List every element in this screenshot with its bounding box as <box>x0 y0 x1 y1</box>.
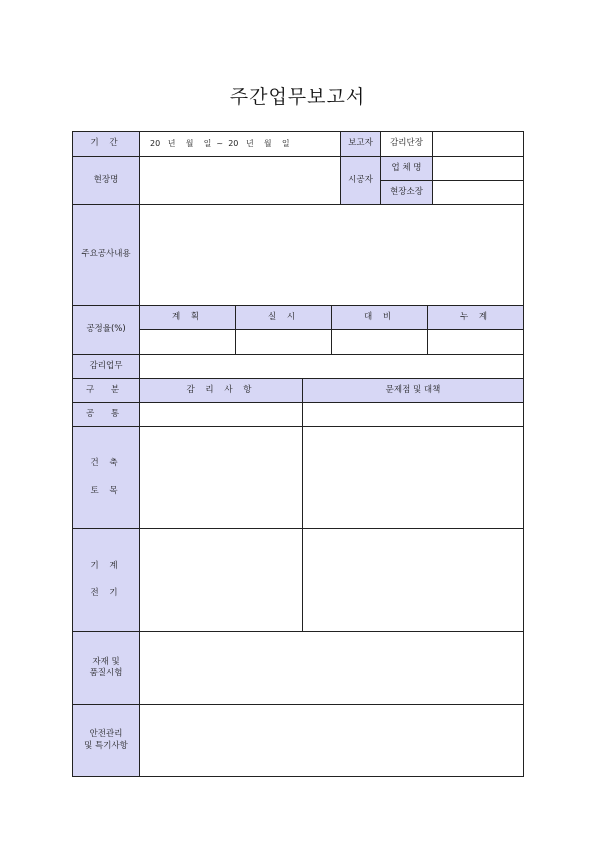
supervision-work-field[interactable] <box>139 354 524 379</box>
common-label: 공 통 <box>72 402 140 427</box>
supervision-work-label: 감리업무 <box>72 354 140 379</box>
safety-notes-field[interactable] <box>139 704 524 777</box>
main-work-label: 주요공사내용 <box>72 204 140 306</box>
main-work-field[interactable] <box>139 204 524 306</box>
progress-col-plan: 계 획 <box>139 305 236 330</box>
safety-label: 안전관리 <box>89 729 123 740</box>
progress-col-actual: 실 시 <box>235 305 332 330</box>
common-items-field[interactable] <box>139 402 303 427</box>
progress-col-compare: 대 비 <box>331 305 428 330</box>
progress-cumulative-field[interactable] <box>427 329 524 355</box>
safety-notes-label <box>72 704 140 777</box>
common-issues-field[interactable] <box>302 402 524 427</box>
site-manager-label: 현장소장 <box>380 180 433 205</box>
period-label: 기 간 <box>72 131 140 157</box>
materials-label: 자재 및 <box>92 656 120 667</box>
progress-actual-field[interactable] <box>235 329 332 355</box>
quality-test-label: 품질시험 <box>89 668 123 678</box>
mechanical-issues-field[interactable] <box>302 528 524 632</box>
reporter-label: 보고자 <box>340 131 381 157</box>
contractor-label: 시공자 <box>340 156 381 205</box>
company-name-field[interactable] <box>432 156 524 181</box>
special-notes-label: 및 특기사항 <box>84 740 128 751</box>
document-title: 주간업무보고서 <box>229 86 366 108</box>
period-value[interactable]: 20 년 월 일 ~ 20 년 월 일 <box>139 131 341 157</box>
mechanical-items-field[interactable] <box>139 528 303 632</box>
progress-plan-field[interactable] <box>139 329 236 355</box>
company-name-label: 업 체 명 <box>380 156 433 181</box>
supervisor-label: 감리단장 <box>380 131 433 157</box>
architecture-label: 건 축 <box>90 458 122 469</box>
architecture-civil-label <box>72 426 140 529</box>
supervisor-field[interactable] <box>432 131 524 157</box>
progress-col-cumulative: 누 계 <box>427 305 524 330</box>
electrical-label: 전 기 <box>90 588 122 598</box>
architecture-items-field[interactable] <box>139 426 303 529</box>
materials-quality-field[interactable] <box>139 631 524 705</box>
architecture-issues-field[interactable] <box>302 426 524 529</box>
site-name-label: 현장명 <box>72 156 140 205</box>
site-manager-field[interactable] <box>432 180 524 205</box>
issues-header: 문제점 및 대책 <box>302 378 524 403</box>
mechanical-electrical-label <box>72 528 140 632</box>
mechanical-label: 기 계 <box>90 560 122 571</box>
civil-label: 토 목 <box>90 485 122 496</box>
supervision-items-header: 감 리 사 항 <box>139 378 303 403</box>
materials-quality-label <box>72 631 140 705</box>
site-name-field[interactable] <box>139 156 341 205</box>
report-form <box>72 131 524 777</box>
division-header: 구 분 <box>72 378 140 403</box>
progress-compare-field[interactable] <box>331 329 428 355</box>
progress-rate-label: 공정율(%) <box>72 305 140 355</box>
